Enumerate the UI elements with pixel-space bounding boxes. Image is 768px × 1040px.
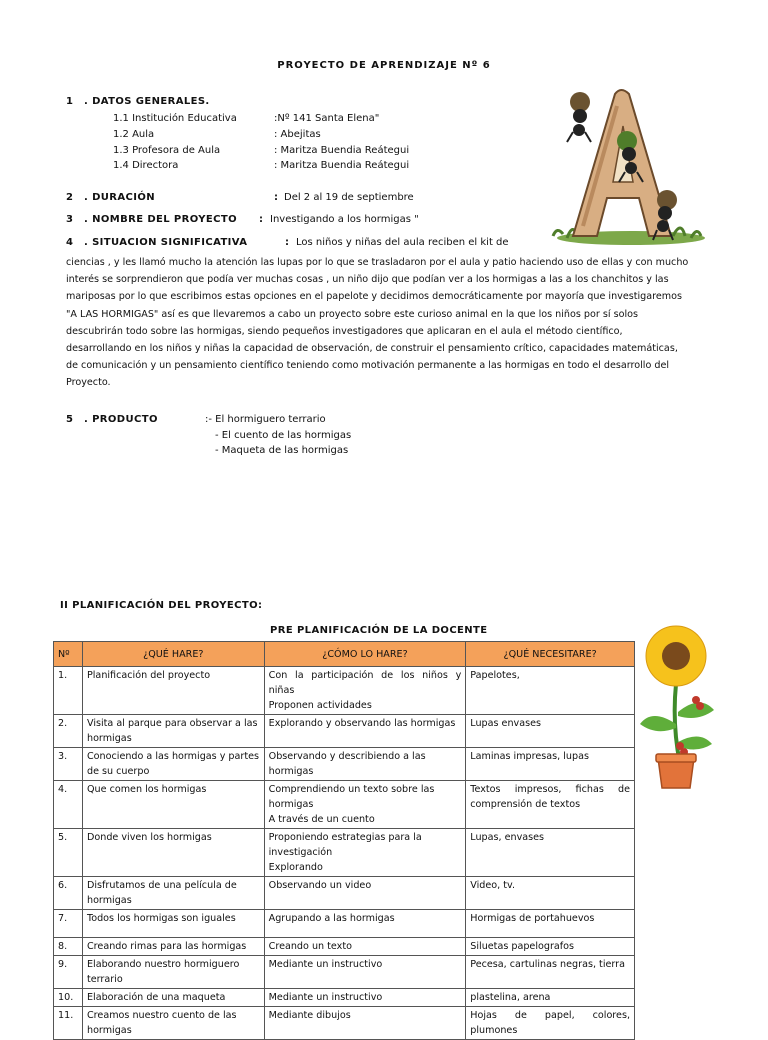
row-como: Mediante un instructivo — [264, 956, 466, 989]
section-1-number: 1 — [66, 96, 74, 107]
row-necesita: Video, tv. — [466, 877, 635, 910]
row-que: Elaborando nuestro hormiguero terrario — [82, 956, 264, 989]
row-que: Elaboración de una maqueta — [82, 989, 264, 1007]
row-como: Con la participación de los niños y niñas Proponen actividades — [264, 667, 466, 715]
planning-table — [53, 641, 635, 1040]
producto-item-cuento: - El cuento de las hormigas — [215, 430, 352, 441]
table-row — [54, 829, 635, 877]
datos-value-directora: : Maritza Buendia Reátegui — [274, 160, 410, 171]
row-como: Explorando y observando las hormigas — [264, 715, 466, 748]
table-row — [54, 877, 635, 910]
row-que: Que comen los hormigas — [82, 781, 264, 829]
paragraph-line: desarrollando en los niños y niñas la capacidad de observación, de construir el pensamiento crítico, capacidades matemáticas, — [66, 343, 678, 355]
duracion-value: Del 2 al 19 de septiembre — [284, 192, 414, 203]
ant-icon — [567, 92, 591, 142]
row-necesita: Hojas de papel, colores, plumones — [466, 1007, 635, 1040]
planificacion-heading: II PLANIFICACIÓN DEL PROYECTO: — [60, 600, 263, 611]
row-que: Planificación del proyecto — [82, 667, 264, 715]
datos-label-directora: 1.4 Directora — [113, 160, 179, 171]
row-number: 1. — [54, 667, 83, 715]
row-necesita: Lupas, envases — [466, 829, 635, 877]
duracion-colon: : — [274, 192, 279, 203]
table-row — [54, 715, 635, 748]
row-number: 7. — [54, 910, 83, 938]
datos-label-aula: 1.2 Aula — [113, 129, 155, 140]
table-row — [54, 938, 635, 956]
row-necesita: Papelotes, — [466, 667, 635, 715]
row-number: 4. — [54, 781, 83, 829]
paragraph-line: descubrirán todo sobre las hormigas, siendo pequeños investigadores que aplicaran en el aula el método científico, — [66, 325, 623, 337]
table-row — [54, 667, 635, 715]
row-que: Creamos nuestro cuento de las hormigas — [82, 1007, 264, 1040]
row-number: 11. — [54, 1007, 83, 1040]
row-como: Mediante un instructivo — [264, 989, 466, 1007]
table-row — [54, 910, 635, 938]
table-title: PRE PLANIFICACIÓN DE LA DOCENTE — [270, 625, 488, 636]
row-como: Comprendiendo un texto sobre las hormigas A través de un cuento — [264, 781, 466, 829]
row-necesita: Laminas impresas, lupas — [466, 748, 635, 781]
paragraph-line: de comunicación y un pensamiento científico teniendo como motivación permanente a las hormigas en todo el desarrollo del — [66, 360, 670, 372]
row-necesita: Lupas envases — [466, 715, 635, 748]
table-header-row — [54, 642, 635, 667]
letter-a-ant-illustration — [543, 86, 705, 246]
paragraph-line: mariposas por lo que escribimos estas opciones en el papelote y decidimos democráticamente por mayoría que investigaremos — [66, 291, 682, 303]
row-number: 6. — [54, 877, 83, 910]
row-necesita: Pecesa, cartulinas negras, tierra — [466, 956, 635, 989]
paragraph-line: Proyecto. — [66, 377, 111, 389]
nombre-label: . NOMBRE DEL PROYECTO — [84, 214, 238, 225]
row-number: 2. — [54, 715, 83, 748]
datos-value-institucion: :Nº 141 Santa Elena" — [274, 113, 380, 124]
row-como: Agrupando a las hormigas — [264, 910, 466, 938]
row-necesita: Textos impresos, fichas de comprensión de textos — [466, 781, 635, 829]
paragraph-line: "A LAS HORMIGAS" así es que llevaremos a cabo un proyecto sobre este curioso animal en la que los niños por sí solos — [66, 308, 638, 320]
row-como: Observando y describiendo a las hormigas — [264, 748, 466, 781]
header-que-hare: ¿QUÉ HARE? — [82, 642, 264, 667]
row-number: 8. — [54, 938, 83, 956]
table-row — [54, 748, 635, 781]
row-que: Creando rimas para las hormigas — [82, 938, 264, 956]
table-row — [54, 956, 635, 989]
row-que: Conociendo a las hormigas y partes de su cuerpo — [82, 748, 264, 781]
datos-value-profesora: : Maritza Buendia Reátegui — [274, 145, 410, 156]
datos-value-aula: : Abejitas — [274, 129, 321, 140]
row-que: Disfrutamos de una película de hormigas — [82, 877, 264, 910]
situacion-first-line: Los niños y niñas del aula reciben el kit de — [296, 237, 509, 248]
section-4-number: 4 — [66, 237, 74, 248]
section-3-number: 3 — [66, 214, 74, 225]
header-como-lo-hare: ¿CÓMO LO HARE? — [264, 642, 466, 667]
row-como: Proponiendo estrategias para la investigación Explorando — [264, 829, 466, 877]
row-que: Visita al parque para observar a las hormigas — [82, 715, 264, 748]
row-number: 3. — [54, 748, 83, 781]
paragraph-line: interés se sorprendieron que podía ver muchas cosas , un niño dijo que podían ver a los hormigas a las a los chanchitos y las — [66, 274, 669, 286]
producto-item-terrario: :- El hormiguero terrario — [205, 414, 326, 425]
section-1-heading: . DATOS GENERALES. — [84, 96, 210, 107]
row-necesita: Hormigas de portahuevos — [466, 910, 635, 938]
row-como: Creando un texto — [264, 938, 466, 956]
duracion-label: . DURACIÓN — [84, 192, 156, 203]
row-como: Observando un video — [264, 877, 466, 910]
situacion-colon: : — [285, 237, 290, 248]
situacion-paragraph — [66, 254, 708, 392]
datos-label-institucion: 1.1 Institución Educativa — [113, 113, 237, 124]
header-number: Nº — [54, 642, 83, 667]
row-number: 9. — [54, 956, 83, 989]
row-necesita: Siluetas papelografos — [466, 938, 635, 956]
paragraph-line: ciencias , y les llamó mucho la atención las lupas por lo que se trasladaron por el aula y patio haciendo uso de ellas y con mucho — [66, 257, 689, 268]
situacion-label: . SITUACION SIGNIFICATIVA — [84, 237, 248, 248]
table-row — [54, 781, 635, 829]
row-que: Donde viven los hormigas — [82, 829, 264, 877]
sunflower-icon — [646, 626, 706, 686]
row-que: Todos los hormigas son iguales — [82, 910, 264, 938]
row-necesita: plastelina, arena — [466, 989, 635, 1007]
table-row — [54, 989, 635, 1007]
producto-item-maqueta: - Maqueta de las hormigas — [215, 445, 349, 456]
producto-label: . PRODUCTO — [84, 414, 158, 425]
row-number: 10. — [54, 989, 83, 1007]
page-title: PROYECTO DE APRENDIZAJE Nº 6 — [277, 60, 491, 71]
section-2-number: 2 — [66, 192, 74, 203]
sunflower-illustration — [636, 624, 716, 792]
row-como: Mediante dibujos — [264, 1007, 466, 1040]
section-5-number: 5 — [66, 414, 74, 425]
nombre-colon: : — [259, 214, 264, 225]
nombre-value: Investigando a los hormigas " — [270, 214, 419, 225]
table-row — [54, 1007, 635, 1040]
datos-label-profesora: 1.3 Profesora de Aula — [113, 145, 221, 156]
header-que-necesitare: ¿QUÉ NECESITARE? — [466, 642, 635, 667]
row-number: 5. — [54, 829, 83, 877]
